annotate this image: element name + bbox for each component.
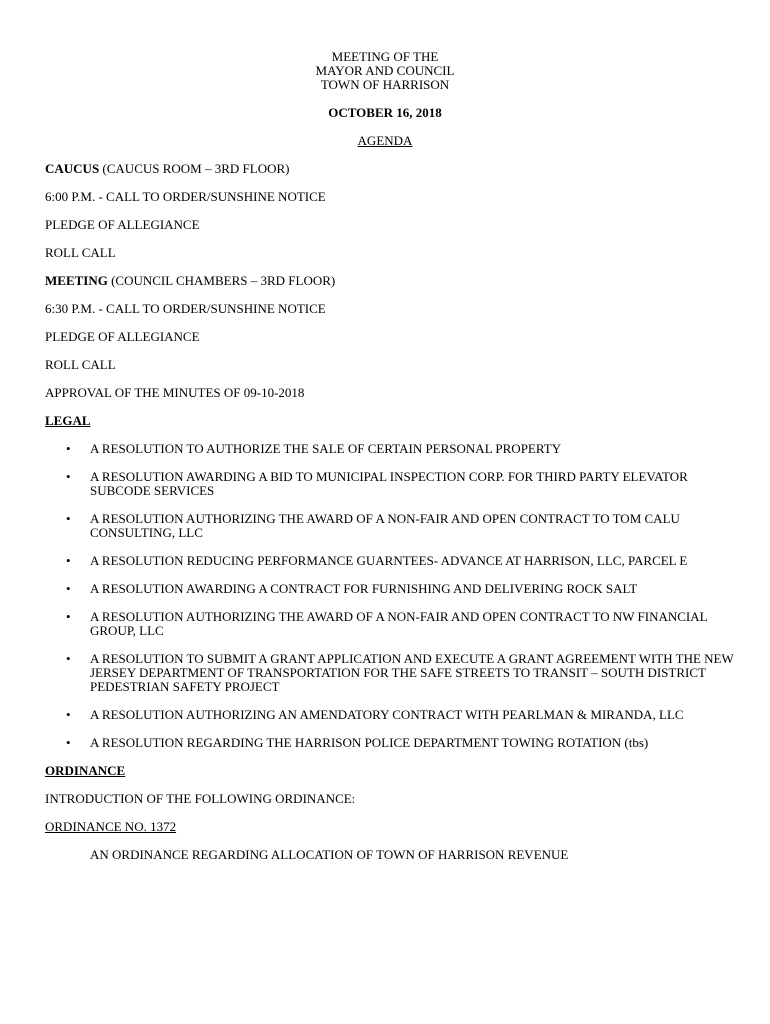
agenda-title: AGENDA: [357, 133, 413, 148]
list-item: [45, 512, 735, 540]
meeting-pledge: PLEDGE OF ALLEGIANCE: [45, 329, 200, 344]
legal-heading: LEGAL: [45, 413, 91, 428]
resolution-text: A RESOLUTION AUTHORIZING THE AWARD OF A NON-FAIR AND OPEN CONTRACT TO NW FINANCIAL GROUP, LLC: [90, 609, 708, 638]
list-item: [45, 442, 735, 456]
resolution-text: A RESOLUTION AUTHORIZING AN AMENDATORY CONTRACT WITH PEARLMAN & MIRANDA, LLC: [90, 707, 684, 722]
bullet-icon: •: [66, 511, 71, 526]
ordinance-number: ORDINANCE NO. 1372: [45, 819, 177, 834]
list-item: [45, 554, 735, 568]
resolution-text: A RESOLUTION TO AUTHORIZE THE SALE OF CERTAIN PERSONAL PROPERTY: [90, 441, 562, 456]
list-item: [45, 582, 735, 596]
resolution-text: A RESOLUTION AWARDING A CONTRACT FOR FURNISHING AND DELIVERING ROCK SALT: [90, 581, 638, 596]
legal-resolution-list: [45, 442, 735, 750]
caucus-heading: [45, 162, 735, 176]
list-item: [45, 708, 735, 722]
meeting-date: OCTOBER 16, 2018: [328, 105, 442, 120]
bullet-icon: •: [66, 553, 71, 568]
bullet-icon: •: [66, 707, 71, 722]
caucus-roll-call: ROLL CALL: [45, 245, 116, 260]
header-line-town: TOWN OF HARRISON: [320, 77, 450, 92]
bullet-icon: •: [66, 469, 71, 484]
bullet-icon: •: [66, 609, 71, 624]
list-item: [45, 610, 735, 638]
ordinance-title: AN ORDINANCE REGARDING ALLOCATION OF TOWN OF HARRISON REVENUE: [90, 847, 569, 862]
meeting-label: MEETING: [45, 273, 108, 288]
list-item: [45, 652, 735, 694]
caucus-call-to-order: 6:00 P.M. - CALL TO ORDER/SUNSHINE NOTICE: [45, 189, 326, 204]
header-line-meeting: MEETING OF THE: [331, 49, 439, 64]
meeting-minutes-approval: APPROVAL OF THE MINUTES OF 09-10-2018: [45, 385, 305, 400]
resolution-text: A RESOLUTION TO SUBMIT A GRANT APPLICATION AND EXECUTE A GRANT AGREEMENT WITH THE NEW JERSEY DEPARTMENT OF TRANSPORTATION FOR THE SAFE STREETS TO TRANSIT – SOUTH DISTRICT PEDESTRIAN SAFETY PROJECT: [90, 651, 734, 694]
header-line-mayor-council: MAYOR AND COUNCIL: [315, 63, 455, 78]
resolution-text: A RESOLUTION AWARDING A BID TO MUNICIPAL INSPECTION CORP. FOR THIRD PARTY ELEVATOR SUBCODE SERVICES: [90, 469, 688, 498]
caucus-location: (CAUCUS ROOM – 3RD FLOOR): [99, 161, 290, 176]
resolution-text: A RESOLUTION REDUCING PERFORMANCE GUARNTEES- ADVANCE AT HARRISON, LLC, PARCEL E: [90, 553, 688, 568]
agenda-header: [0, 50, 770, 148]
bullet-icon: •: [66, 441, 71, 456]
agenda-body: [45, 162, 735, 876]
meeting-heading: [45, 274, 735, 288]
bullet-icon: •: [66, 735, 71, 750]
resolution-text: A RESOLUTION AUTHORIZING THE AWARD OF A NON-FAIR AND OPEN CONTRACT TO TOM CALU CONSULTING, LLC: [90, 511, 680, 540]
bullet-icon: •: [66, 651, 71, 666]
meeting-location: (COUNCIL CHAMBERS – 3RD FLOOR): [107, 273, 336, 288]
list-item: [45, 736, 735, 750]
resolution-text: A RESOLUTION REGARDING THE HARRISON POLICE DEPARTMENT TOWING ROTATION (tbs): [90, 735, 649, 750]
meeting-call-to-order: 6:30 P.M. - CALL TO ORDER/SUNSHINE NOTICE: [45, 301, 326, 316]
caucus-pledge: PLEDGE OF ALLEGIANCE: [45, 217, 200, 232]
ordinance-introduction: INTRODUCTION OF THE FOLLOWING ORDINANCE:: [45, 791, 356, 806]
list-item: [45, 470, 735, 498]
ordinance-heading: ORDINANCE: [45, 763, 126, 778]
meeting-roll-call: ROLL CALL: [45, 357, 116, 372]
caucus-label: CAUCUS: [45, 161, 100, 176]
bullet-icon: •: [66, 581, 71, 596]
